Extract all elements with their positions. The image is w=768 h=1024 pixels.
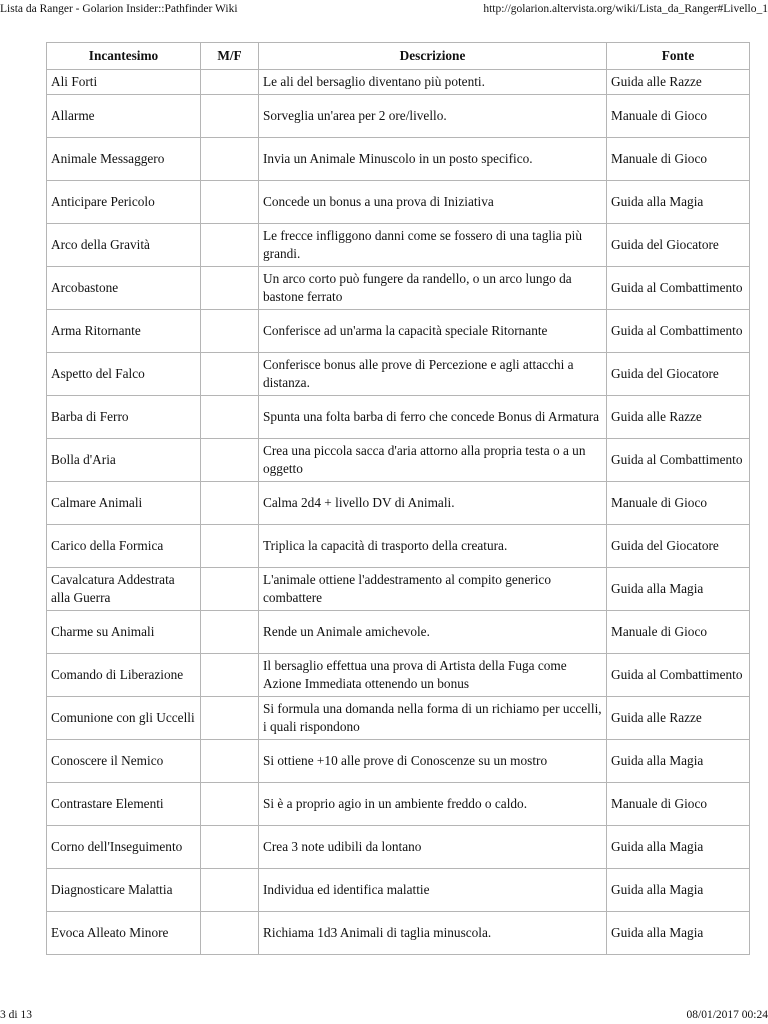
spell-mf [201,654,259,697]
spell-source: Manuale di Gioco [607,482,750,525]
spell-mf [201,181,259,224]
spell-name: Arco della Gravità [47,224,201,267]
table-row [47,138,750,181]
spell-mf [201,783,259,826]
spell-description: Rende un Animale amichevole. [259,611,607,654]
spell-mf [201,224,259,267]
spell-source: Guida al Combattimento [607,439,750,482]
table-row [47,611,750,654]
spell-table [46,42,750,955]
spell-source: Manuale di Gioco [607,611,750,654]
spell-mf [201,826,259,869]
spell-name: Bolla d'Aria [47,439,201,482]
spell-mf [201,138,259,181]
page-footer [0,1006,768,1024]
table-row [47,310,750,353]
spell-source: Guida alla Magia [607,869,750,912]
column-header-mf: M/F [201,43,259,70]
spell-name: Diagnosticare Malattia [47,869,201,912]
table-row [47,740,750,783]
spell-description: Conferisce ad un'arma la capacità speciale Ritornante [259,310,607,353]
print-datetime: 08/01/2017 00:24 [686,1009,768,1021]
spell-description: Conferisce bonus alle prove di Percezione e agli attacchi a distanza. [259,353,607,396]
spell-description: Invia un Animale Minuscolo in un posto specifico. [259,138,607,181]
table-row [47,783,750,826]
spell-description: Le ali del bersaglio diventano più potenti. [259,70,607,95]
spell-mf [201,869,259,912]
spell-source: Guida alla Magia [607,740,750,783]
spell-name: Aspetto del Falco [47,353,201,396]
table-header-row [47,43,750,70]
spell-source: Guida al Combattimento [607,310,750,353]
table-row [47,912,750,955]
spell-description: Spunta una folta barba di ferro che concede Bonus di Armatura [259,396,607,439]
spell-name: Anticipare Pericolo [47,181,201,224]
spell-mf [201,439,259,482]
column-header-incantesimo: Incantesimo [47,43,201,70]
spell-source: Guida alla Magia [607,912,750,955]
spell-mf [201,95,259,138]
spell-name: Arcobastone [47,267,201,310]
spell-description: Crea una piccola sacca d'aria attorno alla propria testa o a un oggetto [259,439,607,482]
page-title: Lista da Ranger - Golarion Insider::Pathfinder Wiki [0,3,238,15]
spell-name: Ali Forti [47,70,201,95]
spell-mf [201,310,259,353]
spell-name: Calmare Animali [47,482,201,525]
spell-description: Concede un bonus a una prova di Iniziativa [259,181,607,224]
page-header [0,0,768,18]
table-row [47,267,750,310]
spell-source: Guida al Combattimento [607,267,750,310]
spell-description: Crea 3 note udibili da lontano [259,826,607,869]
page-number: 3 di 13 [0,1009,32,1021]
spell-name: Animale Messaggero [47,138,201,181]
table-row [47,869,750,912]
spell-description: Si ottiene +10 alle prove di Conoscenze su un mostro [259,740,607,783]
spell-description: Individua ed identifica malattie [259,869,607,912]
spell-description: Calma 2d4 + livello DV di Animali. [259,482,607,525]
spell-description: L'animale ottiene l'addestramento al compito generico combattere [259,568,607,611]
spell-name: Arma Ritornante [47,310,201,353]
spell-mf [201,482,259,525]
spell-name: Comando di Liberazione [47,654,201,697]
spell-source: Guida al Combattimento [607,654,750,697]
spell-name: Cavalcatura Addestrata alla Guerra [47,568,201,611]
column-header-fonte: Fonte [607,43,750,70]
spell-name: Charme su Animali [47,611,201,654]
spell-mf [201,611,259,654]
spell-name: Comunione con gli Uccelli [47,697,201,740]
spell-name: Carico della Formica [47,525,201,568]
spell-source: Manuale di Gioco [607,95,750,138]
spell-mf [201,396,259,439]
table-row [47,181,750,224]
page-url: http://golarion.altervista.org/wiki/Lista_da_Ranger#Livello_1 [483,3,768,15]
column-header-descrizione: Descrizione [259,43,607,70]
spell-description: Sorveglia un'area per 2 ore/livello. [259,95,607,138]
table-row [47,568,750,611]
spell-description: Le frecce infliggono danni come se fossero di una taglia più grandi. [259,224,607,267]
spell-source: Guida del Giocatore [607,224,750,267]
spell-description: Si formula una domanda nella forma di un richiamo per uccelli, i quali rispondono [259,697,607,740]
spell-source: Guida alla Magia [607,826,750,869]
spell-mf [201,912,259,955]
table-row [47,70,750,95]
spell-source: Manuale di Gioco [607,783,750,826]
spell-source: Guida alla Magia [607,181,750,224]
spell-description: Il bersaglio effettua una prova di Artista della Fuga come Azione Immediata ottenendo un bonus [259,654,607,697]
spell-source: Guida alle Razze [607,70,750,95]
table-row [47,654,750,697]
table-row [47,439,750,482]
spell-mf [201,568,259,611]
spell-name: Corno dell'Inseguimento [47,826,201,869]
spell-mf [201,353,259,396]
spell-source: Guida del Giocatore [607,353,750,396]
spell-description: Triplica la capacità di trasporto della creatura. [259,525,607,568]
spell-description: Si è a proprio agio in un ambiente freddo o caldo. [259,783,607,826]
spell-description: Richiama 1d3 Animali di taglia minuscola. [259,912,607,955]
table-row [47,697,750,740]
spell-description: Un arco corto può fungere da randello, o un arco lungo da bastone ferrato [259,267,607,310]
spell-name: Evoca Alleato Minore [47,912,201,955]
spell-source: Guida alle Razze [607,396,750,439]
spell-name: Conoscere il Nemico [47,740,201,783]
spell-mf [201,267,259,310]
table-row [47,224,750,267]
spell-source: Manuale di Gioco [607,138,750,181]
table-row [47,95,750,138]
spell-mf [201,697,259,740]
spell-source: Guida del Giocatore [607,525,750,568]
table-row [47,396,750,439]
spell-mf [201,740,259,783]
spell-name: Allarme [47,95,201,138]
table-row [47,826,750,869]
spell-name: Barba di Ferro [47,396,201,439]
spell-name: Contrastare Elementi [47,783,201,826]
spell-mf [201,70,259,95]
spell-source: Guida alle Razze [607,697,750,740]
table-row [47,353,750,396]
spell-mf [201,525,259,568]
spell-source: Guida alla Magia [607,568,750,611]
table-row [47,482,750,525]
table-row [47,525,750,568]
